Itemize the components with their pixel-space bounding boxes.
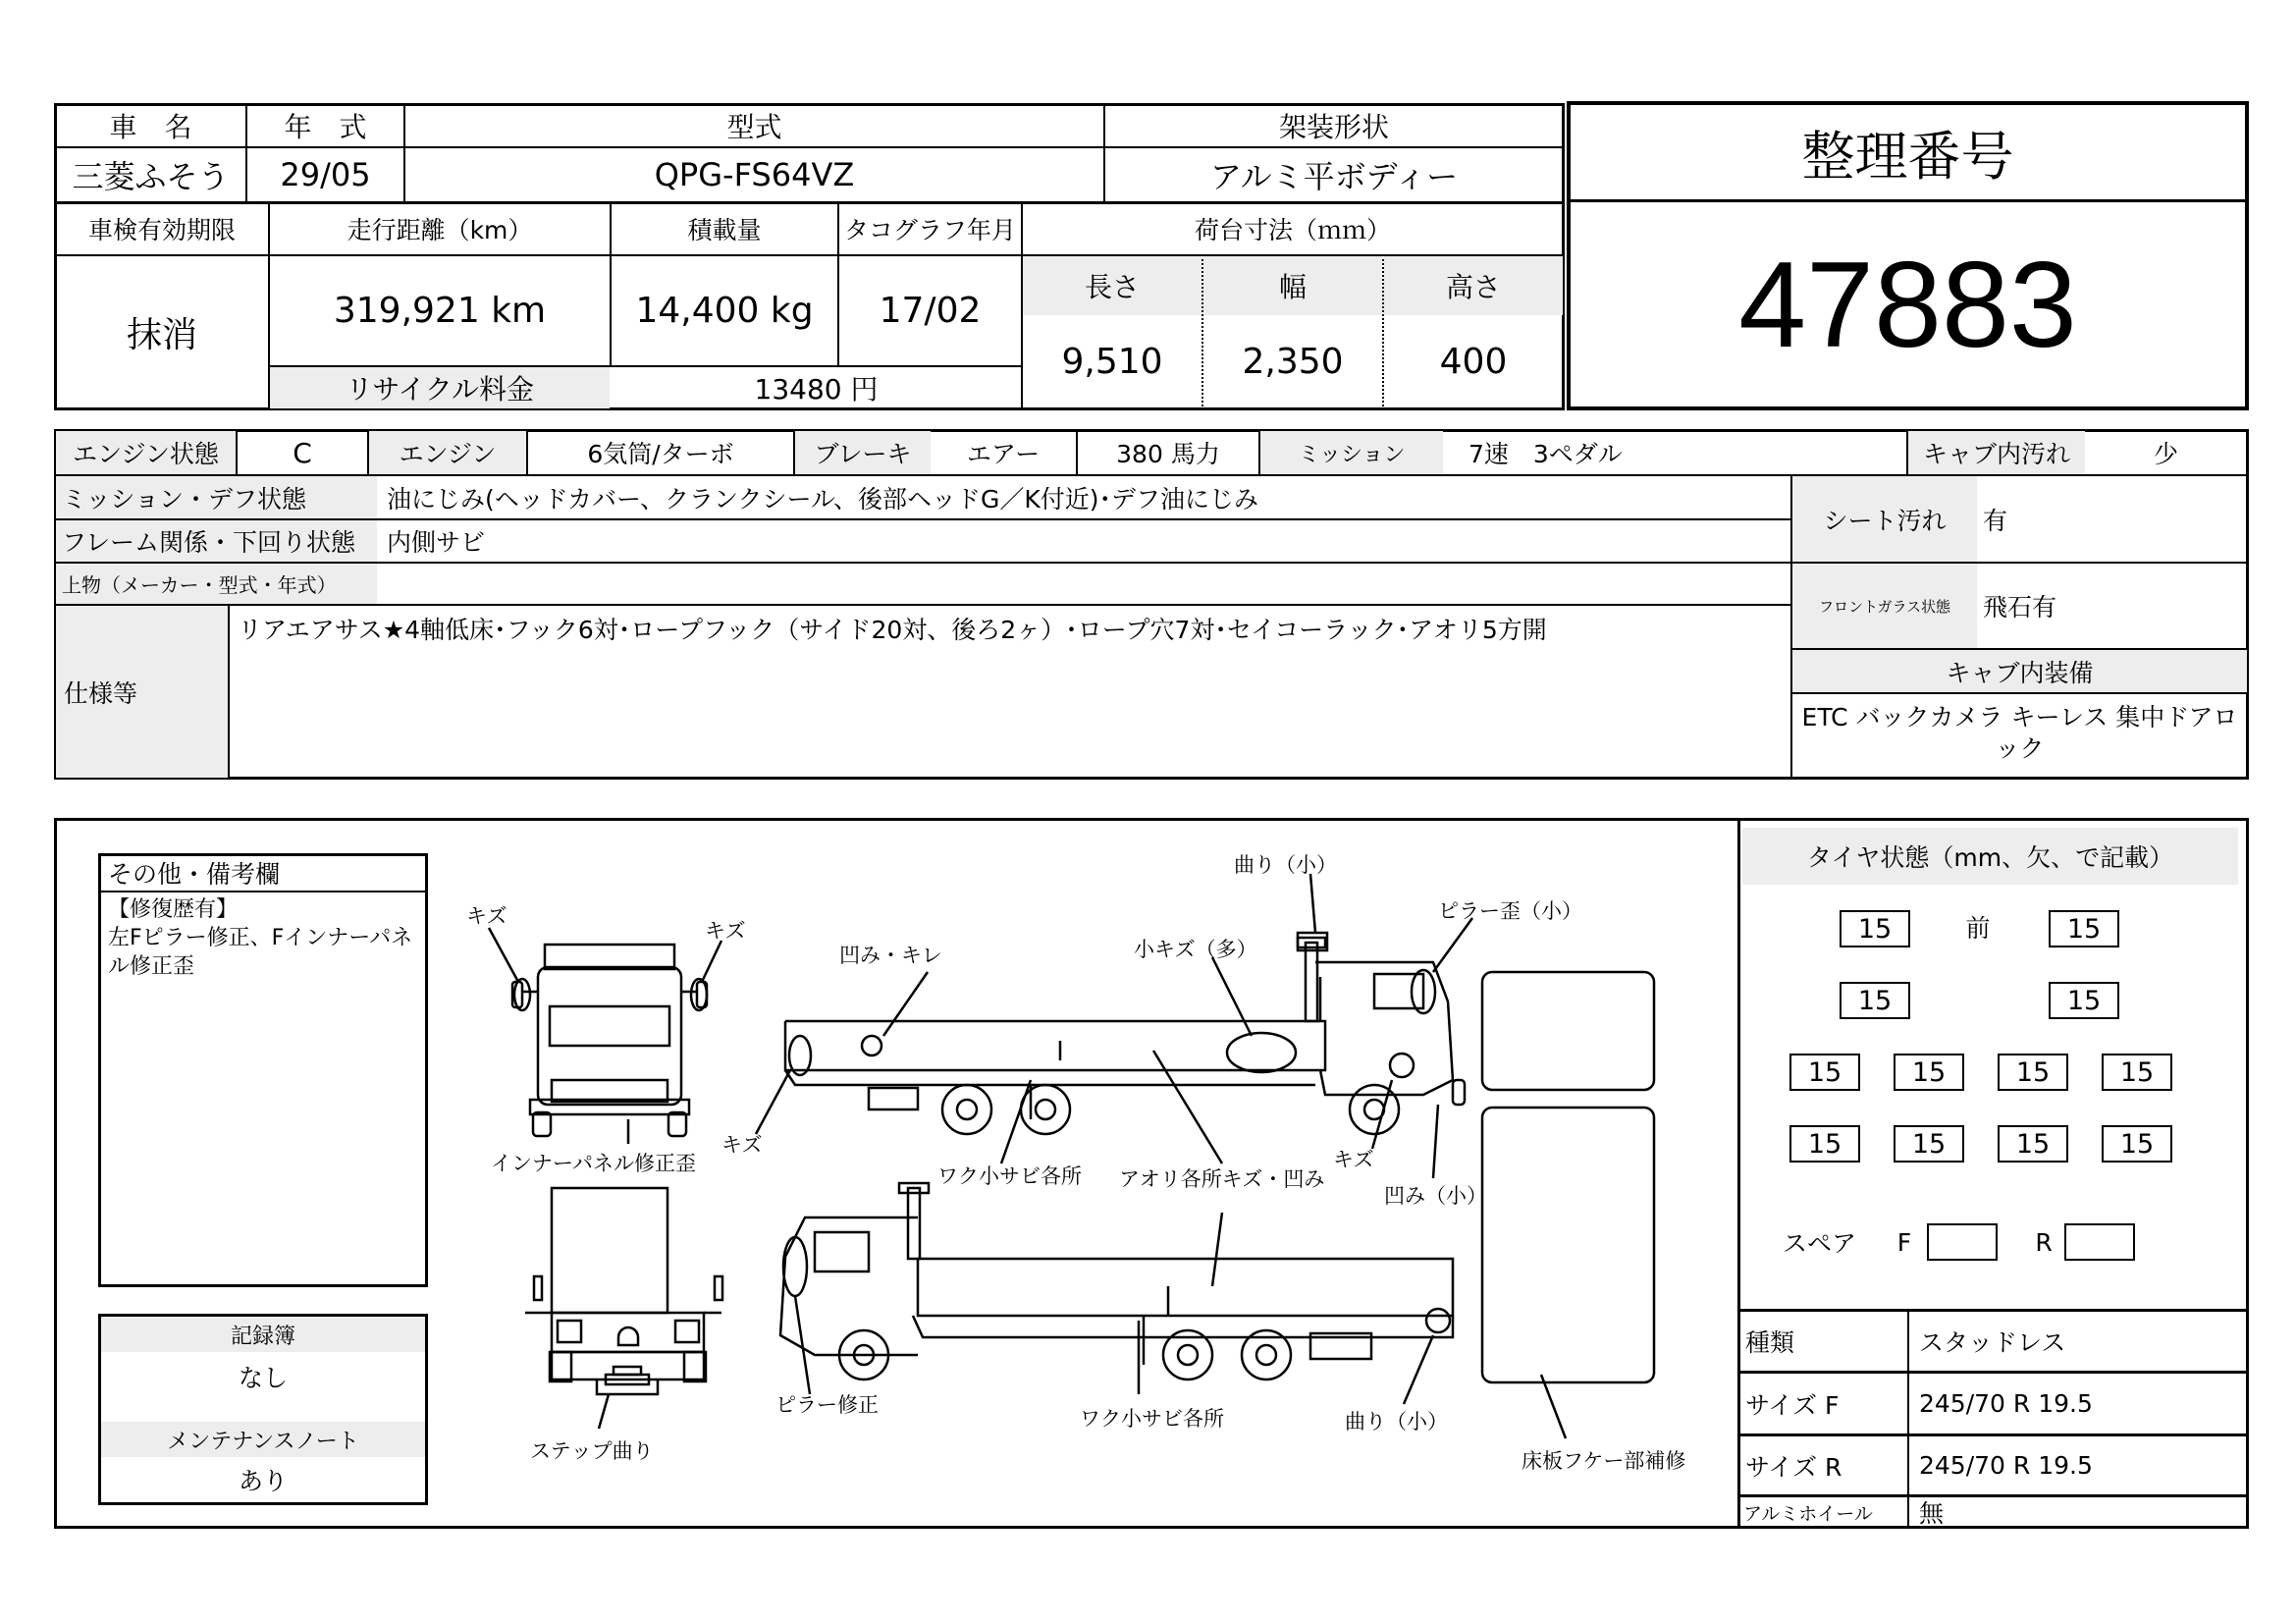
brake-label: ブレーキ [795, 431, 931, 474]
spare-r-value [2064, 1223, 2135, 1261]
mission-value: 7速 3ペダル [1468, 440, 1623, 468]
tire-size-r-value: 245/70 R 19.5 [1919, 1451, 2093, 1480]
frame-value: 内側サビ [387, 528, 486, 557]
tire-size-r-label: サイズ R [1745, 1452, 1842, 1482]
height-value: 400 [1439, 342, 1508, 382]
year-label: 年 式 [284, 111, 367, 143]
ref-number: 47883 [1738, 237, 2077, 373]
cab-equipment-label: キャブ内装備 [1792, 650, 2247, 692]
inspection-value: 抹消 [126, 315, 197, 355]
annot-inner-panel: インナーパネル修正歪 [491, 1152, 696, 1175]
ref-number-label: 整理番号 [1801, 125, 2014, 188]
records-value: なし [238, 1364, 288, 1392]
mileage-value: 319,921 km [333, 291, 547, 331]
truck-top-view [1482, 972, 1654, 1382]
seat-dirt-label: シート汚れ [1792, 476, 1977, 562]
annot-scratch-3: キズ [721, 1133, 763, 1157]
maintenance-label: メンテナンスノート [101, 1422, 425, 1457]
annot-dent-cut: 凹み・キレ [839, 944, 942, 967]
model-label: 型式 [726, 111, 782, 143]
annot-gate-scratches: アオリ各所キズ・凹み [1119, 1167, 1325, 1191]
annot-scratch-2: キズ [705, 919, 746, 943]
remarks-label: その他・備考欄 [108, 860, 281, 889]
tire-depth-front-left: 15 [1840, 910, 1910, 947]
cab-dirt-label: キャブ内汚れ [1908, 431, 2085, 474]
engine-state-value: C [293, 436, 312, 469]
tire-depth-r3-1: 15 [1789, 1054, 1860, 1091]
tire-depth-r4-3: 15 [1998, 1125, 2068, 1163]
tire-front-label: 前 [1965, 914, 1991, 943]
maintenance-value: あり [238, 1467, 288, 1495]
mission-diff-label: ミッション・デフ状態 [56, 476, 377, 518]
tire-type-value: スタッドレス [1919, 1328, 2066, 1357]
body-type-label: 架装形状 [1278, 111, 1389, 143]
inspection-label: 車検有効期限 [87, 216, 236, 244]
annot-bend-small-2: 曲り（小） [1345, 1410, 1448, 1434]
annot-pillar-distort: ピラー歪（小） [1438, 899, 1582, 923]
width-value: 2,350 [1242, 342, 1344, 382]
annot-floor-repair: 床板フケー部補修 [1522, 1449, 1686, 1473]
annot-step-bend: ステップ曲り [530, 1439, 654, 1463]
tire-type-label: 種類 [1745, 1328, 1795, 1357]
tire-depth-second-right: 15 [2049, 982, 2119, 1019]
year-value: 29/05 [280, 156, 371, 193]
engine-value: 6気筒/ターボ [587, 440, 734, 468]
mileage-label: 走行距離（km） [347, 216, 533, 244]
tachograph-label: タコグラフ年月 [843, 216, 1016, 244]
tire-depth-r3-4: 15 [2102, 1054, 2172, 1091]
tire-depth-r4-1: 15 [1789, 1125, 1860, 1163]
recycle-value: 13480 円 [754, 373, 879, 406]
annot-bend-small-1: 曲り（小） [1234, 853, 1337, 877]
windshield-value: 飛石有 [1983, 593, 2057, 622]
tachograph-value: 17/02 [879, 291, 982, 331]
capacity-label: 積載量 [687, 216, 762, 244]
annot-frame-rust-2: ワク小サビ各所 [1080, 1407, 1224, 1431]
truck-side-view-left [780, 1183, 1453, 1380]
alu-wheel-value: 無 [1919, 1499, 1945, 1528]
capacity-value: 14,400 kg [635, 291, 814, 331]
model-value: QPG-FS64VZ [654, 156, 855, 193]
seat-dirt-value: 有 [1983, 506, 2008, 535]
frame-label: フレーム関係・下回り状態 [56, 520, 377, 562]
annot-small-scratches: 小キズ（多） [1134, 938, 1257, 961]
cab-equipment-value: ETC バックカメラ キーレス 集中ドアロック [1801, 703, 2238, 763]
upper-label: 上物（メーカー・型式・年式） [56, 564, 377, 604]
records-label: 記録簿 [101, 1317, 425, 1352]
remarks-line1: 【修復歴有】 [108, 897, 239, 922]
tire-depth-r3-3: 15 [1998, 1054, 2068, 1091]
spare-r-label: R [2035, 1227, 2053, 1257]
length-label: 長さ [1023, 256, 1201, 315]
tire-depth-front-right: 15 [2049, 910, 2119, 947]
spare-f-value [1927, 1223, 1998, 1261]
truck-side-view-right [785, 938, 1465, 1134]
truck-front-view [512, 945, 707, 1136]
spec-value: リアエアサス★4軸低床･フック6対･ロープフック（サイド20対、後ろ2ヶ）･ロープ穴7対･セイコーラック･アオリ5方開 [238, 616, 1547, 644]
tire-depth-second-left: 15 [1840, 982, 1910, 1019]
width-label: 幅 [1203, 256, 1382, 315]
mission-label: ミッション [1260, 431, 1443, 474]
annot-dent-small: 凹み（小） [1384, 1184, 1487, 1208]
cargo-size-label: 荷台寸法（ｍｍ） [1194, 216, 1391, 244]
vehicle-name-label: 車 名 [109, 111, 192, 143]
alu-wheel-label: アルミホイール [1743, 1502, 1873, 1525]
annot-frame-rust-1: ワク小サビ各所 [937, 1164, 1082, 1188]
spare-label: スペア [1783, 1229, 1857, 1258]
tire-size-f-label: サイズ F [1745, 1390, 1840, 1420]
height-label: 高さ [1384, 256, 1563, 315]
recycle-label: リサイクル料金 [270, 367, 610, 408]
spec-label: 仕様等 [56, 606, 228, 778]
length-value: 9,510 [1061, 342, 1163, 382]
horsepower-value: 380 馬力 [1116, 440, 1220, 468]
engine-label: エンジン [369, 431, 526, 474]
tire-depth-r4-2: 15 [1894, 1125, 1964, 1163]
remarks-line2: 左Fピラー修正、Fインナーパネル修正歪 [108, 926, 413, 979]
windshield-label: フロントガラス状態 [1792, 564, 1977, 648]
brake-value: エアー [966, 440, 1041, 468]
cab-dirt-value: 少 [2153, 440, 2178, 468]
annot-scratch-4: キズ [1333, 1148, 1374, 1171]
annot-scratch-1: キズ [466, 904, 507, 928]
vehicle-name: 三菱ふそう [72, 158, 230, 195]
annot-pillar-repair: ピラー修正 [775, 1393, 879, 1417]
tire-status-label: タイヤ状態（mm、欠、で記載） [1742, 828, 2238, 885]
truck-rear-view [525, 1188, 722, 1394]
mission-diff-value: 油にじみ(ヘッドカバー、クランクシール、後部ヘッドG／K付近)･デフ油にじみ [387, 484, 1259, 514]
engine-state-label: エンジン状態 [73, 440, 219, 468]
tire-depth-r4-4: 15 [2102, 1125, 2172, 1163]
tire-size-f-value: 245/70 R 19.5 [1919, 1389, 2093, 1418]
spare-f-label: F [1896, 1227, 1912, 1257]
body-type-value: アルミ平ボディー [1209, 158, 1459, 195]
tire-depth-r3-2: 15 [1894, 1054, 1964, 1091]
